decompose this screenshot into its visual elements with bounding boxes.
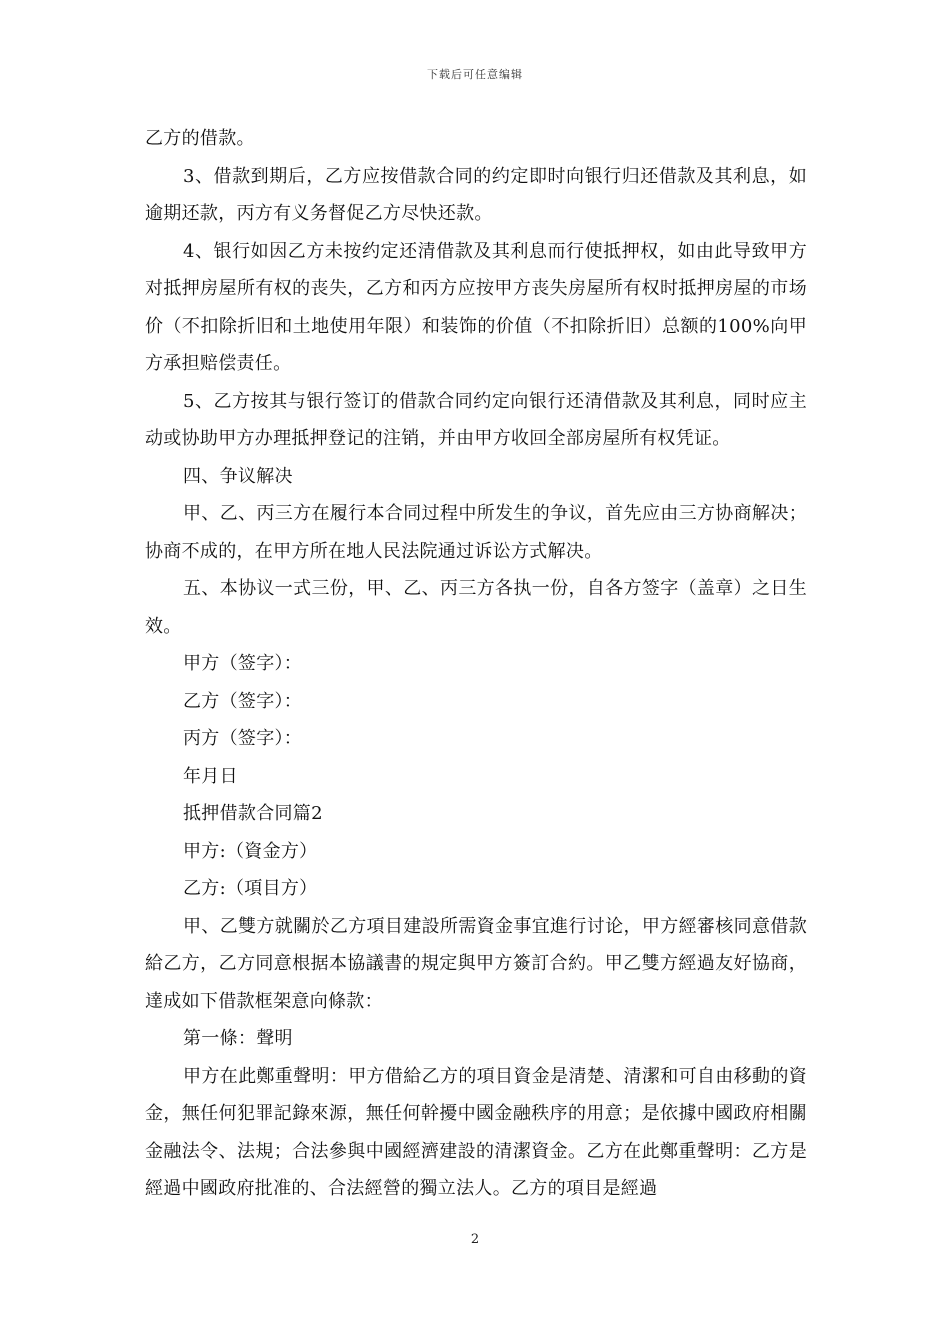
paragraph: 4、银行如因乙方未按约定还清借款及其利息而行使抵押权，如由此导致甲方对抵押房屋所有权的丧失，乙方和丙方应按甲方丧失房屋所有权时抵押房屋的市场价（不扣除折旧和土地使用年限）和装饰的价值（不扣除折旧）总额的100%向甲方承担赔偿责任。 bbox=[145, 240, 807, 374]
signature-line-party-b: 乙方（签字）： bbox=[183, 690, 303, 712]
contract-title: 抵押借款合同篇2 bbox=[183, 803, 323, 824]
paragraph: 五、本协议一式三份，甲、乙、丙三方各执一份，自各方签字（盖章）之日生效。 bbox=[145, 578, 807, 637]
document-body bbox=[145, 120, 807, 1208]
paragraph: 乙方的借款。 bbox=[145, 128, 255, 149]
paragraph: 甲、乙雙方就關於乙方項目建設所需資金事宜進行讨论，甲方經審核同意借款給乙方，乙方同意根据本協議書的規定與甲方簽訂合約。甲乙雙方經過友好協商，達成如下借款框架意向條款： bbox=[145, 915, 807, 1012]
paragraph: 甲、乙、丙三方在履行本合同过程中所发生的争议，首先应由三方协商解决；协商不成的，在甲方所在地人民法院通过诉讼方式解决。 bbox=[145, 503, 807, 562]
page-number: 2 bbox=[470, 1232, 480, 1247]
paragraph: 甲方在此鄭重聲明：甲方借給乙方的項目資金是清楚、清潔和可自由移動的資金，無任何犯罪記錄來源，無任何幹擾中國金融秩序的用意；是依據中國政府相關金融法令、法規；合法參與中國經濟建設的清潔資金。乙方在此鄭重聲明：乙方是經過中國政府批准的、合法經營的獨立法人。乙方的項目是經過 bbox=[145, 1065, 807, 1199]
party-a-line: 甲方:（資金方） bbox=[183, 840, 318, 862]
signature-line-party-a: 甲方（签字）： bbox=[183, 653, 303, 674]
party-b-line: 乙方:（項目方） bbox=[183, 878, 318, 899]
signature-line-party-c: 丙方（签字）： bbox=[183, 728, 303, 749]
page-header: 下载后可任意编辑 bbox=[427, 68, 523, 81]
paragraph: 3、借款到期后，乙方应按借款合同的约定即时向银行归还借款及其利息，如逾期还款，丙方有义务督促乙方尽快还款。 bbox=[145, 165, 807, 224]
article-heading: 第一條：聲明 bbox=[183, 1028, 293, 1049]
date-line: 年月日 bbox=[183, 765, 238, 787]
paragraph: 5、乙方按其与银行签订的借款合同约定向银行还清借款及其利息，同时应主动或协助甲方办理抵押登记的注销，并由甲方收回全部房屋所有权凭证。 bbox=[145, 390, 807, 449]
section-heading: 四、争议解决 bbox=[183, 465, 293, 487]
